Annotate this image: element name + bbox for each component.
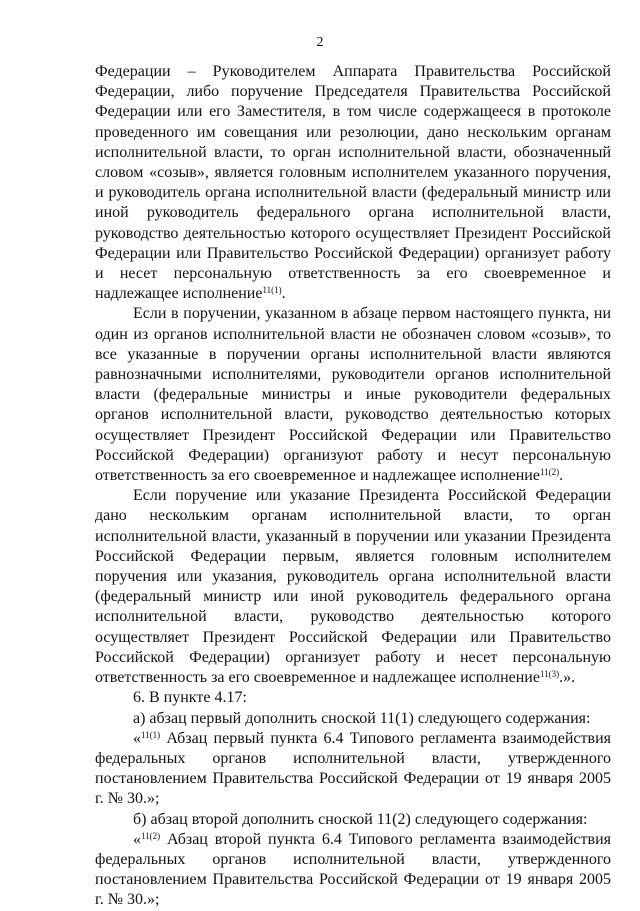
paragraph-3 bbox=[95, 486, 611, 688]
paragraph-2 bbox=[95, 304, 611, 486]
paragraph-8-lead: « bbox=[133, 830, 141, 848]
footnote-ref-11-2: 11(2) bbox=[539, 467, 560, 478]
document-body bbox=[95, 62, 611, 911]
paragraph-6 bbox=[95, 729, 611, 810]
footnote-ref-11-3: 11(3) bbox=[539, 669, 560, 680]
paragraph-6-lead: « bbox=[133, 729, 141, 747]
footnote-mark-11-1: 11(1) bbox=[141, 729, 161, 740]
footnote-mark-11-2: 11(2) bbox=[141, 830, 161, 841]
paragraph-2-tail: . bbox=[559, 467, 564, 485]
footnote-ref-11-1: 11(1) bbox=[262, 285, 282, 296]
paragraph-1-tail: . bbox=[281, 285, 286, 303]
paragraph-5 bbox=[95, 709, 611, 729]
paragraph-6-text: Абзац первый пункта 6.4 Типового регламента взаимодействия федеральных органов исполнительной власти, утвержденного постановлением Правительства Российской Федерации от 19 января 2005 г. № 30.»; bbox=[95, 729, 611, 808]
paragraph-2-text: Если в поручении, указанном в абзаце первом настоящего пункта, ни один из органов исполнительной власти не обозначен словом «созыв», то все указанные в поручении органы исполнительной власти являются равнозначными исполнителями, руководители органов исполнительной власти (федеральные министры и иные руководители федеральных органов исполнительной власти, руководство деятельностью которых осуществляет Президент Российской Федерации или Правительство Российской Федерации) организуют работу и несут персональную ответственность за его своевременное и надлежащее исполнение bbox=[95, 305, 611, 485]
paragraph-7 bbox=[95, 810, 611, 830]
paragraph-8 bbox=[95, 830, 611, 911]
page-number: 2 bbox=[316, 35, 324, 50]
paragraph-4 bbox=[95, 688, 611, 708]
paragraph-3-tail: .». bbox=[559, 669, 576, 687]
paragraph-8-text: Абзац второй пункта 6.4 Типового регламента взаимодействия федеральных органов исполнительной власти, утвержденного постановлением Правительства Российской Федерации от 19 января 2005 г. № 30.»; bbox=[95, 830, 611, 909]
paragraph-7-text: б) абзац второй дополнить сноской 11(2) следующего содержания: bbox=[133, 810, 588, 828]
paragraph-1 bbox=[95, 62, 611, 304]
paragraph-3-text: Если поручение или указание Президента Российской Федерации дано нескольким органам исполнительной власти, то орган исполнительной власти, указанный в поручении или указании Президента Российской Федерации первым, является головным исполнителем поручения или указания, руководитель органа исполнительной власти (федеральный министр или иной руководитель федерального органа исполнительной власти, руководство деятельностью которого осуществляет Президент Российской Федерации или Правительство Российской Федерации) организует работу и несет персональную ответственность за его своевременное и надлежащее исполнение bbox=[95, 487, 611, 687]
paragraph-5-text: а) абзац первый дополнить сноской 11(1) следующего содержания: bbox=[133, 709, 591, 727]
paragraph-1-text: Федерации – Руководителем Аппарата Правительства Российской Федерации, либо поручение Председателя Правительства Российской Федерации или его Заместителя, в том числе содержащееся в протоколе проведенного им совещания или резолюции, дано нескольким органам исполнительной власти, то орган исполнительной власти, обозначенный словом «созыв», является головным исполнителем указанного поручения, и руководитель органа исполнительной власти (федеральный министр или иной руководитель федерального органа исполнительной власти, руководство деятельностью которого осуществляет Президент Российской Федерации или Правительство Российской Федерации) организует работу и несет персональную ответственность за его своевременное и надлежащее исполнение bbox=[95, 63, 611, 303]
paragraph-4-text: 6. В пункте 4.17: bbox=[133, 689, 247, 707]
